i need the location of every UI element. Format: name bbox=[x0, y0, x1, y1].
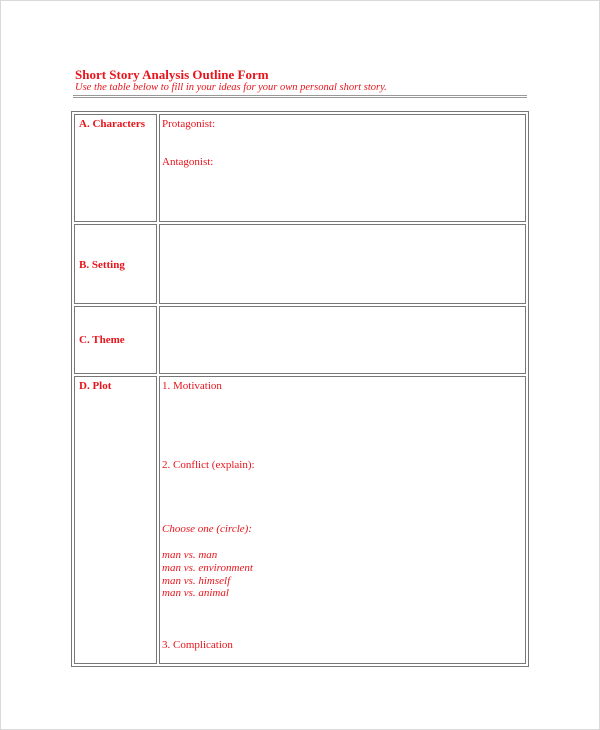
plot-label-cell bbox=[74, 376, 157, 664]
form-subtitle: Use the table below to fill in your ideas for your own personal short story. bbox=[75, 82, 387, 93]
outline-table bbox=[71, 111, 529, 667]
characters-label: A. Characters bbox=[79, 118, 145, 130]
conflict-label: 2. Conflict (explain): bbox=[162, 459, 255, 471]
conflict-option[interactable]: man vs. animal bbox=[162, 587, 229, 599]
motivation-label: 1. Motivation bbox=[162, 380, 222, 392]
characters-entry-cell[interactable] bbox=[159, 114, 526, 222]
setting-label-cell bbox=[74, 224, 157, 304]
conflict-option[interactable]: man vs. environment bbox=[162, 562, 253, 574]
conflict-option[interactable]: man vs. himself bbox=[162, 575, 231, 587]
theme-label: C. Theme bbox=[79, 334, 125, 346]
theme-label-cell bbox=[74, 306, 157, 374]
table-row-plot bbox=[72, 376, 528, 664]
table-row-characters bbox=[72, 114, 528, 222]
conflict-option[interactable]: man vs. man bbox=[162, 549, 218, 561]
protagonist-label: Protagonist: bbox=[162, 118, 216, 130]
plot-entry-cell[interactable] bbox=[159, 376, 526, 664]
table-row-setting bbox=[72, 224, 528, 304]
choose-one-label: Choose one (circle): bbox=[162, 523, 253, 535]
table-row-theme bbox=[72, 306, 528, 374]
title-divider bbox=[73, 95, 527, 98]
complication-label: 3. Complication bbox=[162, 639, 233, 651]
antagonist-label: Antagonist: bbox=[162, 156, 214, 168]
setting-label: B. Setting bbox=[79, 259, 125, 271]
form-title: Short Story Analysis Outline Form bbox=[75, 67, 269, 82]
theme-entry-cell[interactable] bbox=[159, 306, 526, 374]
setting-entry-cell[interactable] bbox=[159, 224, 526, 304]
plot-label: D. Plot bbox=[79, 380, 112, 392]
characters-label-cell bbox=[74, 114, 157, 222]
